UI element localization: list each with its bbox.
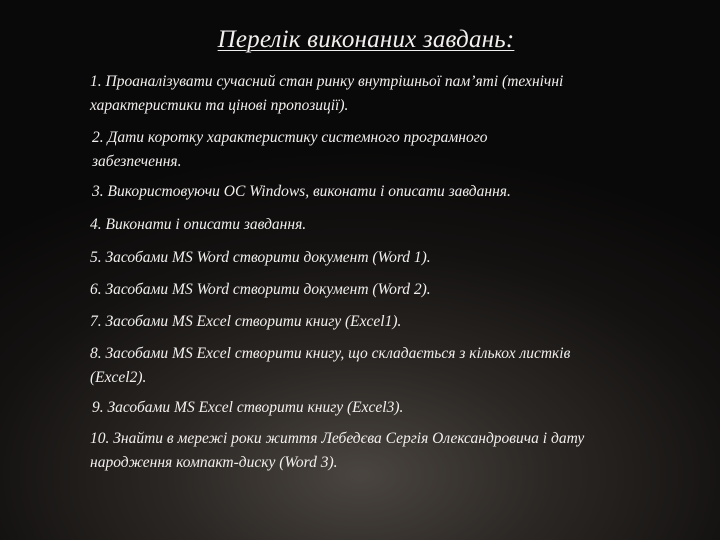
slide-title: Перелік виконаних завдань: [217, 26, 515, 53]
list-item-line: 8. Засобами MS Excel створити книгу, що складається з кількох листків [90, 345, 571, 362]
list-item-line: забезпечення. [92, 153, 182, 170]
list-item [90, 246, 431, 270]
list-item-line: 4. Виконати і описати завдання. [90, 216, 307, 233]
list-item [92, 396, 403, 420]
list-item-line: 3. Використовуючи ОС Windows, виконати і описати завдання. [92, 183, 511, 200]
list-item [90, 342, 570, 390]
list-item-line: 2. Дати коротку характеристику системного програмного [92, 129, 488, 146]
list-item [90, 310, 401, 334]
list-item-line: (Excel2). [90, 369, 147, 386]
list-item-line: характеристики та цінові пропозиції). [90, 97, 349, 114]
list-item-line: 1. Проаналізувати сучасний стан ринку внутрішньої пам’яті (технічні [90, 73, 564, 90]
list-item [92, 180, 511, 204]
list-item [90, 278, 431, 302]
list-item-line: 6. Засобами MS Word створити документ (Word 2). [90, 281, 431, 298]
list-item-line: народження компакт-диску (Word 3). [90, 454, 338, 471]
list-item [90, 213, 306, 237]
list-item [90, 427, 584, 475]
list-item-line: 9. Засобами MS Excel створити книгу (Excel3). [92, 399, 404, 416]
list-item-line: 5. Засобами MS Word створити документ (Word 1). [90, 249, 431, 266]
list-item-line: 10. Знайти в мережі роки життя Лебедєва Сергія Олександровича і дату [90, 430, 585, 447]
list-item [90, 70, 563, 118]
list-item-line: 7. Засобами MS Excel створити книгу (Excel1). [90, 313, 402, 330]
list-item [92, 126, 488, 174]
